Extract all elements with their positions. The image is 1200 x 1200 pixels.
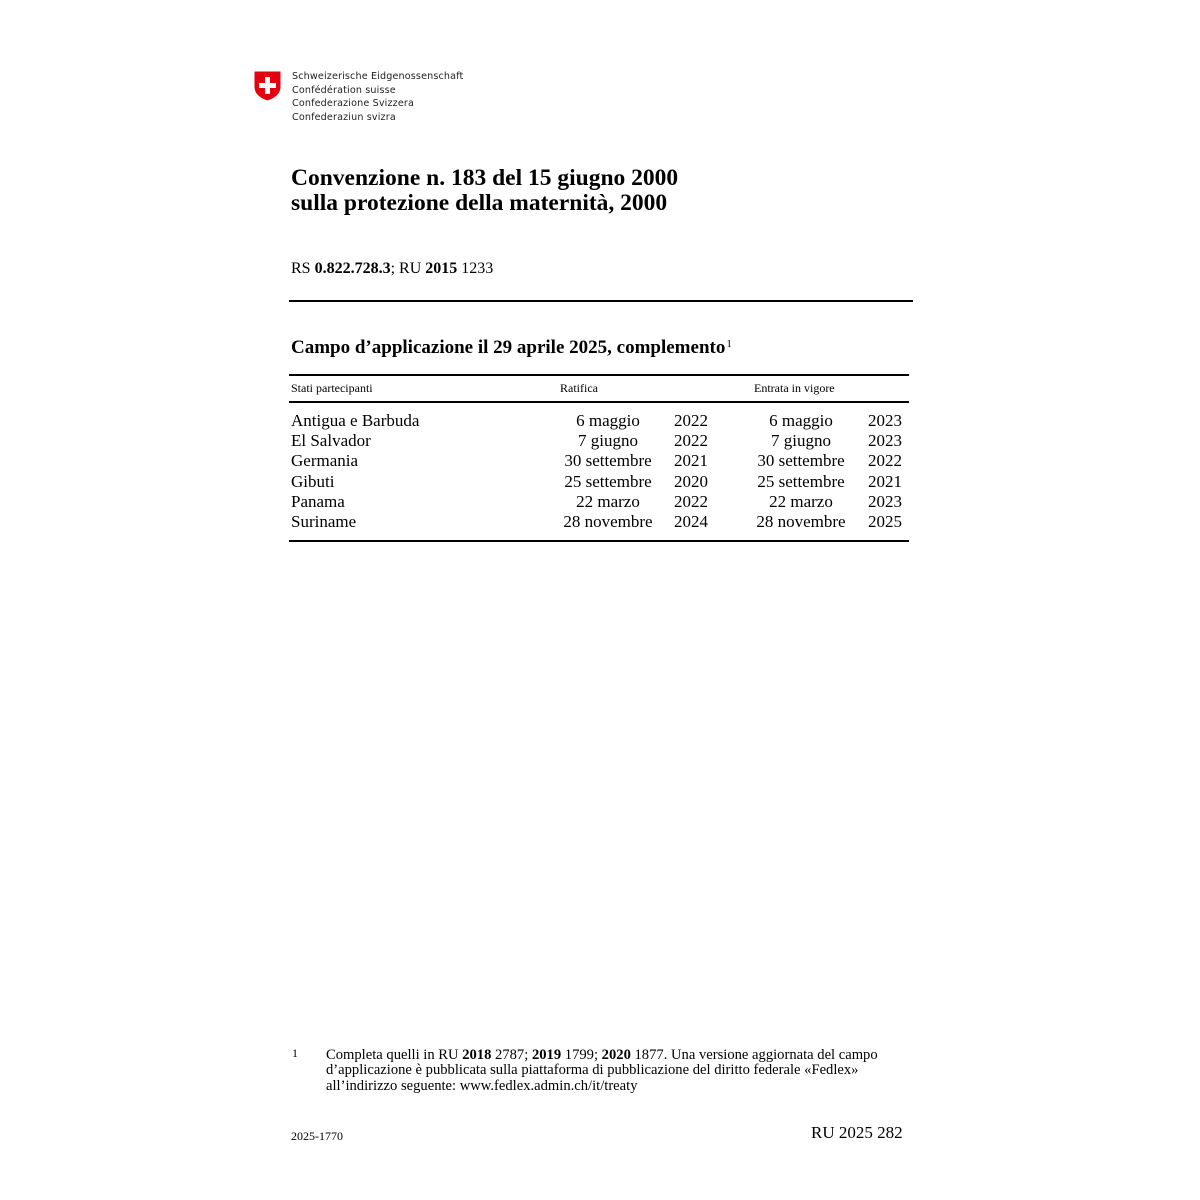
ru-year: 2015 xyxy=(425,260,458,277)
ratification-year: 2022 xyxy=(674,411,708,430)
ratification-date: 25 settembre xyxy=(564,471,652,491)
ru-page-number: 1233 xyxy=(457,260,494,277)
title-line-2: sulla protezione della maternità, 2000 xyxy=(291,189,668,216)
rs-prefix: RS xyxy=(291,260,315,277)
entry-year: 2021 xyxy=(868,471,902,491)
entry-year: 2025 xyxy=(868,512,902,531)
entry-date: 30 settembre xyxy=(757,451,845,471)
header-states: Stati partecipanti xyxy=(291,381,373,395)
entry-date: 25 settembre xyxy=(757,471,845,491)
entry-year: 2022 xyxy=(868,451,902,471)
state-name: El Salvador xyxy=(291,431,371,451)
entry-date: 28 novembre xyxy=(756,512,846,531)
table-row xyxy=(0,472,1200,492)
document-reference xyxy=(291,260,493,278)
ratification-date: 28 novembre xyxy=(563,512,653,531)
entry-date: 7 giugno xyxy=(771,431,831,451)
header-ratification: Ratifica xyxy=(560,381,598,395)
ratification-date: 7 giugno xyxy=(578,431,638,451)
org-line-it: Confederazione Svizzera xyxy=(292,98,415,110)
org-line-rm: Confederaziun svizra xyxy=(292,111,396,123)
state-name: Suriname xyxy=(291,512,357,531)
state-name: Germania xyxy=(291,451,359,471)
footnote-part: 1799; xyxy=(561,1047,602,1063)
title-divider xyxy=(289,300,913,302)
ratification-year: 2021 xyxy=(674,451,708,471)
table-row xyxy=(0,451,1200,471)
table-row xyxy=(0,431,1200,451)
ratification-date: 6 maggio xyxy=(576,411,640,430)
title-line-1: Convenzione n. 183 del 15 giugno 2000 xyxy=(291,165,679,191)
ru-page-reference: RU 2025 282 xyxy=(811,1123,903,1142)
ru-prefix: ; RU xyxy=(390,260,426,277)
org-line-fr: Confédération suisse xyxy=(292,84,396,96)
section-title: Campo d’applicazione il 29 aprile 2025, complemento xyxy=(291,337,726,358)
entry-date: 22 marzo xyxy=(769,491,833,511)
footnote-year: 2018 xyxy=(462,1047,492,1063)
footnote-part: 1877. Una versione aggiornata del campo d’applicazione è pubblicata sulla piattaforma di pubblicazione del diritto federale «Fedlex» all’indirizzo seguente: www.fedlex.admin.ch/it/treaty xyxy=(326,1047,878,1094)
table-bottom-rule xyxy=(289,540,909,542)
table-row xyxy=(0,512,1200,532)
ratification-year: 2020 xyxy=(674,471,708,491)
footnote-year: 2019 xyxy=(531,1047,562,1063)
ratification-year: 2022 xyxy=(674,431,708,451)
entry-year: 2023 xyxy=(868,491,902,511)
table-row xyxy=(0,411,1200,431)
entry-date: 6 maggio xyxy=(769,411,833,430)
table-header-rule xyxy=(289,401,909,403)
state-name: Gibuti xyxy=(291,471,335,491)
footnote-part: Completa quelli in RU xyxy=(326,1047,463,1063)
ratification-year: 2024 xyxy=(674,512,708,531)
state-name: Panama xyxy=(291,491,345,511)
swiss-cross-shield-icon xyxy=(253,70,282,102)
footnote-number: 1 xyxy=(292,1046,298,1060)
ratification-date: 22 marzo xyxy=(576,491,640,511)
table-row xyxy=(0,492,1200,512)
footnote-year: 2020 xyxy=(601,1047,631,1063)
section-heading xyxy=(291,337,732,359)
rs-number: 0.822.728.3 xyxy=(314,260,391,277)
footnote-text xyxy=(326,1048,886,1094)
entry-year: 2023 xyxy=(868,411,902,430)
footnote-part: 2787; xyxy=(491,1047,532,1063)
entry-year: 2023 xyxy=(868,431,902,451)
organization-name xyxy=(292,70,463,124)
table-top-rule xyxy=(289,374,909,376)
header-entry-into-force: Entrata in vigore xyxy=(754,381,835,395)
state-name: Antigua e Barbuda xyxy=(291,411,420,430)
document-title xyxy=(291,166,678,215)
ratification-year: 2022 xyxy=(674,491,708,511)
document-code: 2025-1770 xyxy=(291,1129,343,1143)
org-line-de: Schweizerische Eidgenossenschaft xyxy=(292,71,464,82)
ratification-date: 30 settembre xyxy=(564,451,652,471)
footnote-ref: 1 xyxy=(726,338,732,350)
